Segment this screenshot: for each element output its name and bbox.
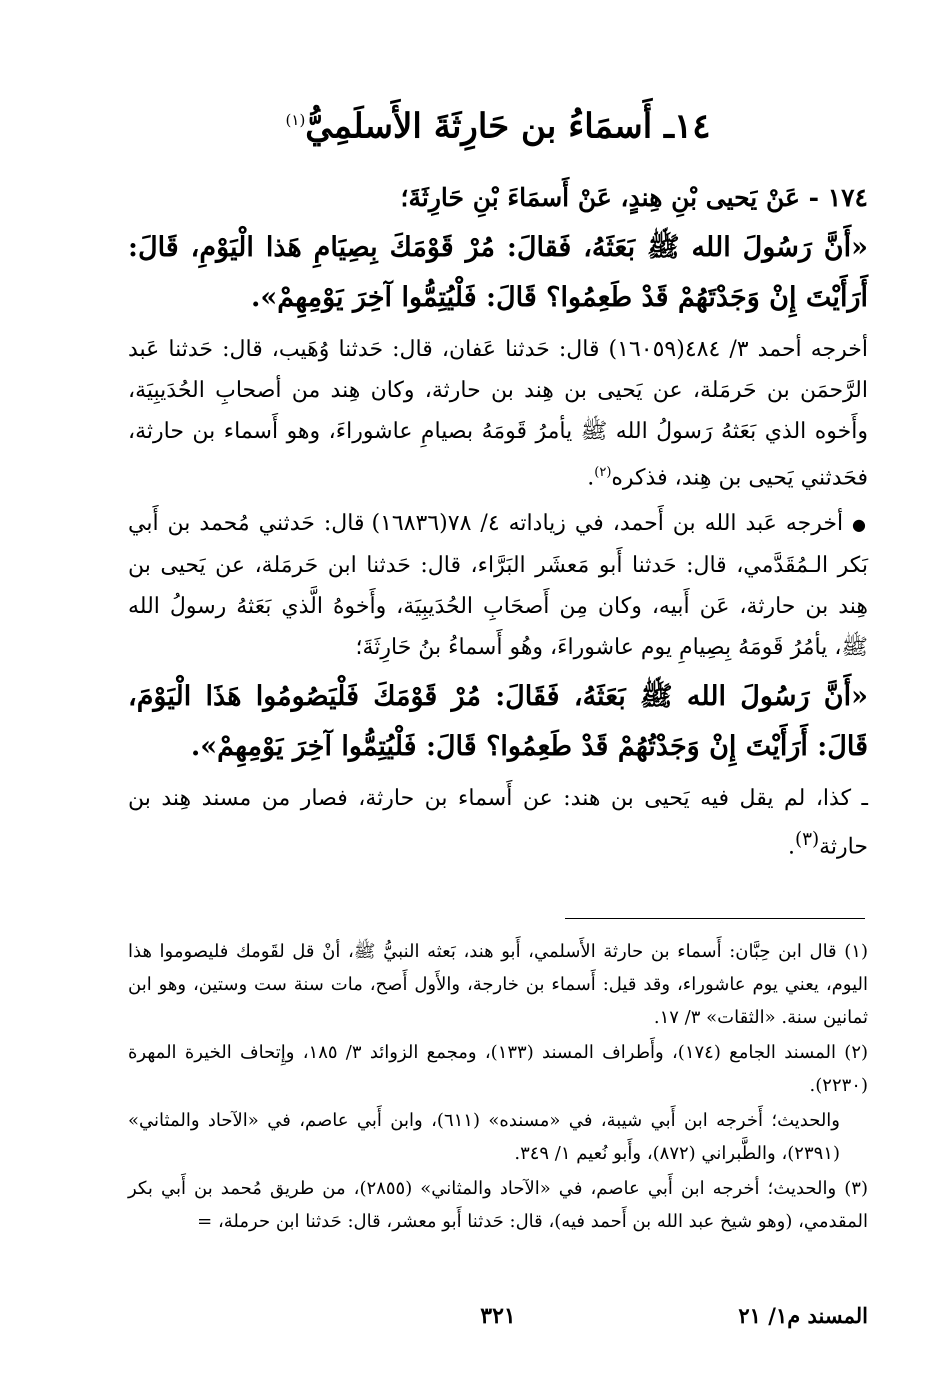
footnote-1: (١) قال ابن حِبَّان: أَسماء بن حارثة الأَسلمي، أَبو هند، بَعثه النبيُّ ﷺ، أنْ قل لقَومك فليصوموا هذا اليوم، يعني يوم عاشوراء، وقد قيل: أَسماء بن خارجة، والأَول أَصح، مات سنة ست وستين، وهو ابن ثمانين سنة. «الثقات» ٣/ ١٧. [128, 941, 868, 1028]
hadith-text-2: «أَنَّ رَسُولَ الله ﷺ بَعَثَهُ، فَقَالَ: مُرْ قَوْمَكَ فَلْيَصُومُوا هَذَا الْيَوْمَ، قَالَ: أَرَأَيْتَ إِنْ وَجَدْتُهُمْ قَدْ طَعِمُوا؟ قَالَ: فَلْيُتِمُّوا آخِرَ يَوْمِهِمْ». [128, 680, 868, 762]
takhrij-1-text: أخرجه أحمد ٣/ ٤٨٤(١٦٠٥٩) قال: حَدثنا عَفان، قال: حَدثنا وُهَيب، قال: حَدثنا عَبد الرَّحمَن بن حَرمَلة، عن يَحيى بن هِند بن حارثة، وكان هِند من أصحابِ الحُدَيبِيَة، وأَخوه الذي بَعَثهُ رَسولُ الله ﷺ يأمرُ قَومَهُ بصيامِ عاشوراءَ، وهو أَسماء بن حارثة، فحَدثني يَحيى بن هِند، فذكره [128, 337, 868, 491]
title-footnote-ref: (١) [285, 111, 306, 129]
footnotes [128, 935, 868, 1240]
takhrij-2-text: أخرجه عَبد الله بن أَحمد، في زياداته ٤/ ٧٨(١٦٨٣٦) قال: حَدثني مُحمد بن أَبي بَكر الـمُقَدَّمي، قال: حَدثنا أَبو مَعشَر البَرَّاء، قال: حَدثنا ابن حَرمَلة، عن يَحيى بن هِند بن حارثة، عَن أَبيه، وكان مِن أَصحَابِ الحُدَيبِيَة، وأَخوهُ الَّذي بَعَثهُ رسولُ الله ﷺ، يأمُرُ قَومَهُ بِصِيامِ يوم عاشوراءَ، وهُو أَسماءُ بنُ حَارِثَةَ؛ [128, 510, 868, 660]
takhrij-1-footnote-ref: (٢) [594, 465, 612, 481]
page-footer [128, 1303, 868, 1337]
page-number: ٣٢١ [480, 1303, 516, 1329]
editor-note [128, 778, 868, 867]
footnote-divider [565, 918, 865, 919]
footnote-2-continuation: والحديث؛ أَخرجه ابن أَبي شيبة، في «مسنده» (٦١١)، وابن أَبي عاصم، في «الآحاد والمثاني» (٢٣٩١)، والطَّبراني (٨٧٢)، وأَبو نُعيم ١/ ٣٤٩. [128, 1110, 841, 1164]
note-end: . [787, 833, 795, 859]
takhrij-paragraph-1: أخرجه أحمد ٣/ ٤٨٤(١٦٠٥٩) قال: حَدثنا عَفان، قال: حَدثنا وُهَيب، قال: حَدثنا عَبد الرَّحمَن بن حَرمَلة، عن يَحيى بن هِند بن حارثة، وكان هِند من أصحابِ الحُدَيبِيَة، وأَخوه الذي بَعَثهُ رَسولُ الله ﷺ يأمرُ قَومَهُ بصيامِ عاشوراءَ، وهو أَسماء بن حارثة، فحَدثني يَحيى بن هِند، فذكره$^{(٢)}$. [128, 337, 868, 491]
bullet-icon: ● [852, 514, 868, 534]
hadith-heading: ١٧٤ - عَنْ يَحيى بْنِ هِندٍ، عَنْ أَسمَاءَ بْنِ حَارِثَةَ؛ [400, 183, 868, 213]
note-footnote-ref: (٣) [794, 828, 820, 850]
signature-mark: المسند م١/ ٢١ [738, 1303, 868, 1328]
chapter-title-text: ١٤ـ أَسمَاءُ بن حَارِثَةَ الأَسلَمِيُّ [305, 106, 711, 147]
page-content [128, 95, 868, 867]
editor-note-text: ـ كذا، لم يقل فيه يَحيى بن هند: عن أَسماء بن حارثة، فصار من مسند هِند بن حارثة [128, 785, 868, 859]
chapter-title [128, 95, 868, 151]
footnote-3: (٣) والحديث؛ أخرجه ابن أَبي عاصم، في «الآحاد والمثاني» (٢٨٥٥)، من طريق مُحمد بن أَبي بكر المقدمي، (وهو شيخ عبد الله بن أَحمد فيه)، قال: حَدثنا أَبو معشر، قال: حَدثنا ابن حرملة، = [128, 1178, 868, 1232]
footnote-2: (٢) المسند الجامع (١٧٤)، وأَطراف المسند (١٣٣)، ومجمع الزوائد ٣/ ١٨٥، وإِتحاف الخيرة المهرة (٢٢٣٠). [128, 1042, 869, 1096]
hadith-text-1: «أَنَّ رَسُولَ الله ﷺ بَعَثَهُ، فَقالَ: مُرْ قَوْمَكَ بِصِيَامِ هَذا الْيَوْمِ، قَالَ: أَرَأَيْتَ إِنْ وَجَدْتَهُمْ قَدْ طَعِمُوا؟ قَالَ: فَلْيُتِمُّوا آخِرَ يَوْمِهِمْ». [128, 232, 868, 314]
takhrij-paragraph-2 [128, 503, 868, 668]
